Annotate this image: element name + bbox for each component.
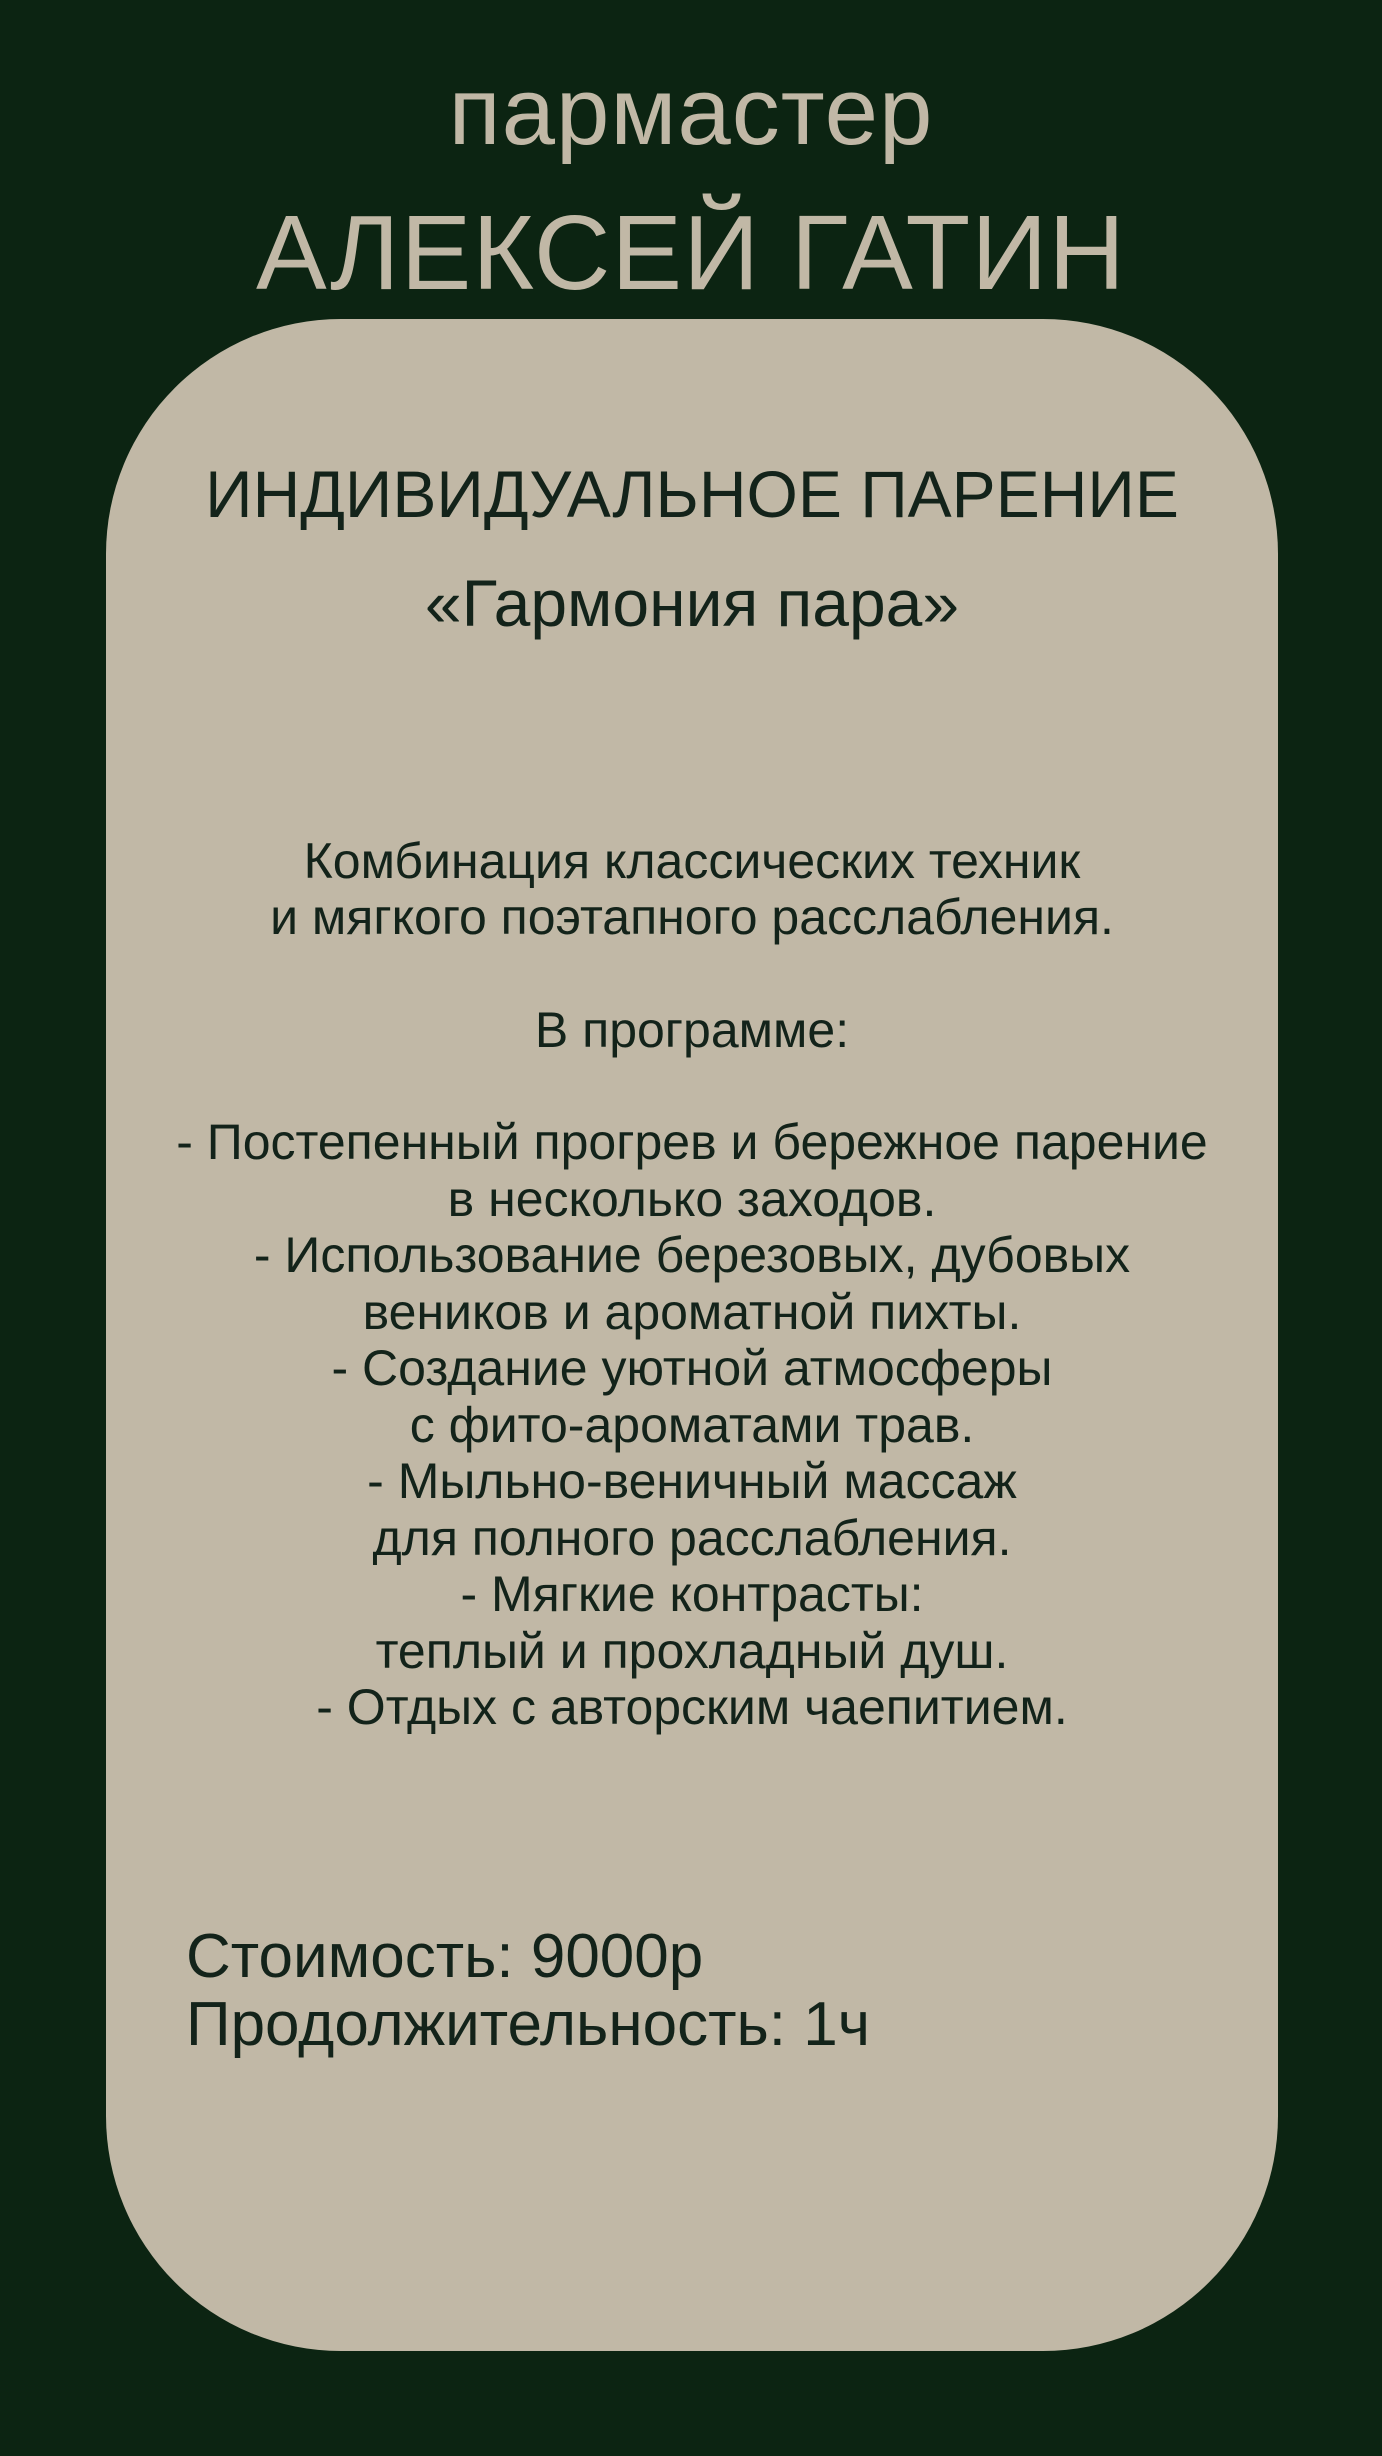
service-info: [186, 1923, 870, 2059]
description-line: Комбинация классических техник: [303, 833, 1081, 889]
program-line: веников и ароматной пихты.: [362, 1283, 1022, 1340]
service-description: [106, 833, 1278, 945]
program-line: - Создание уютной атмосферы: [331, 1340, 1053, 1396]
price-text: Стоимость: 9000р: [186, 1922, 704, 1991]
description-line: и мягкого поэтапного расслабления.: [270, 889, 1114, 945]
program-line: - Отдых с авторским чаепитием.: [316, 1679, 1068, 1735]
program-line: для полного расслабления.: [372, 1509, 1012, 1566]
program-list: [106, 1114, 1278, 1736]
duration-text: Продолжительность: 1ч: [186, 1990, 870, 2059]
service-name-title: «Гармония пара»: [424, 566, 960, 640]
program-title: В программе:: [534, 1002, 850, 1058]
program-line: - Использование березовых, дубовых: [253, 1227, 1131, 1283]
master-name: АЛЕКСЕЙ ГАТИН: [256, 194, 1126, 312]
program-line: - Мягкие контрасты:: [460, 1566, 924, 1622]
service-card: [106, 319, 1278, 2351]
service-type-title: ИНДИВИДУАЛЬНОЕ ПАРЕНИЕ: [205, 457, 1179, 531]
master-subtitle: пармастер: [448, 58, 934, 165]
program-line: - Мыльно-веничный массаж: [367, 1453, 1017, 1509]
program-line: с фито-ароматами трав.: [409, 1396, 975, 1453]
program-line: теплый и прохладный душ.: [375, 1622, 1009, 1679]
program-line: в несколько заходов.: [447, 1170, 937, 1227]
program-line: - Постепенный прогрев и бережное парение: [176, 1114, 1208, 1170]
